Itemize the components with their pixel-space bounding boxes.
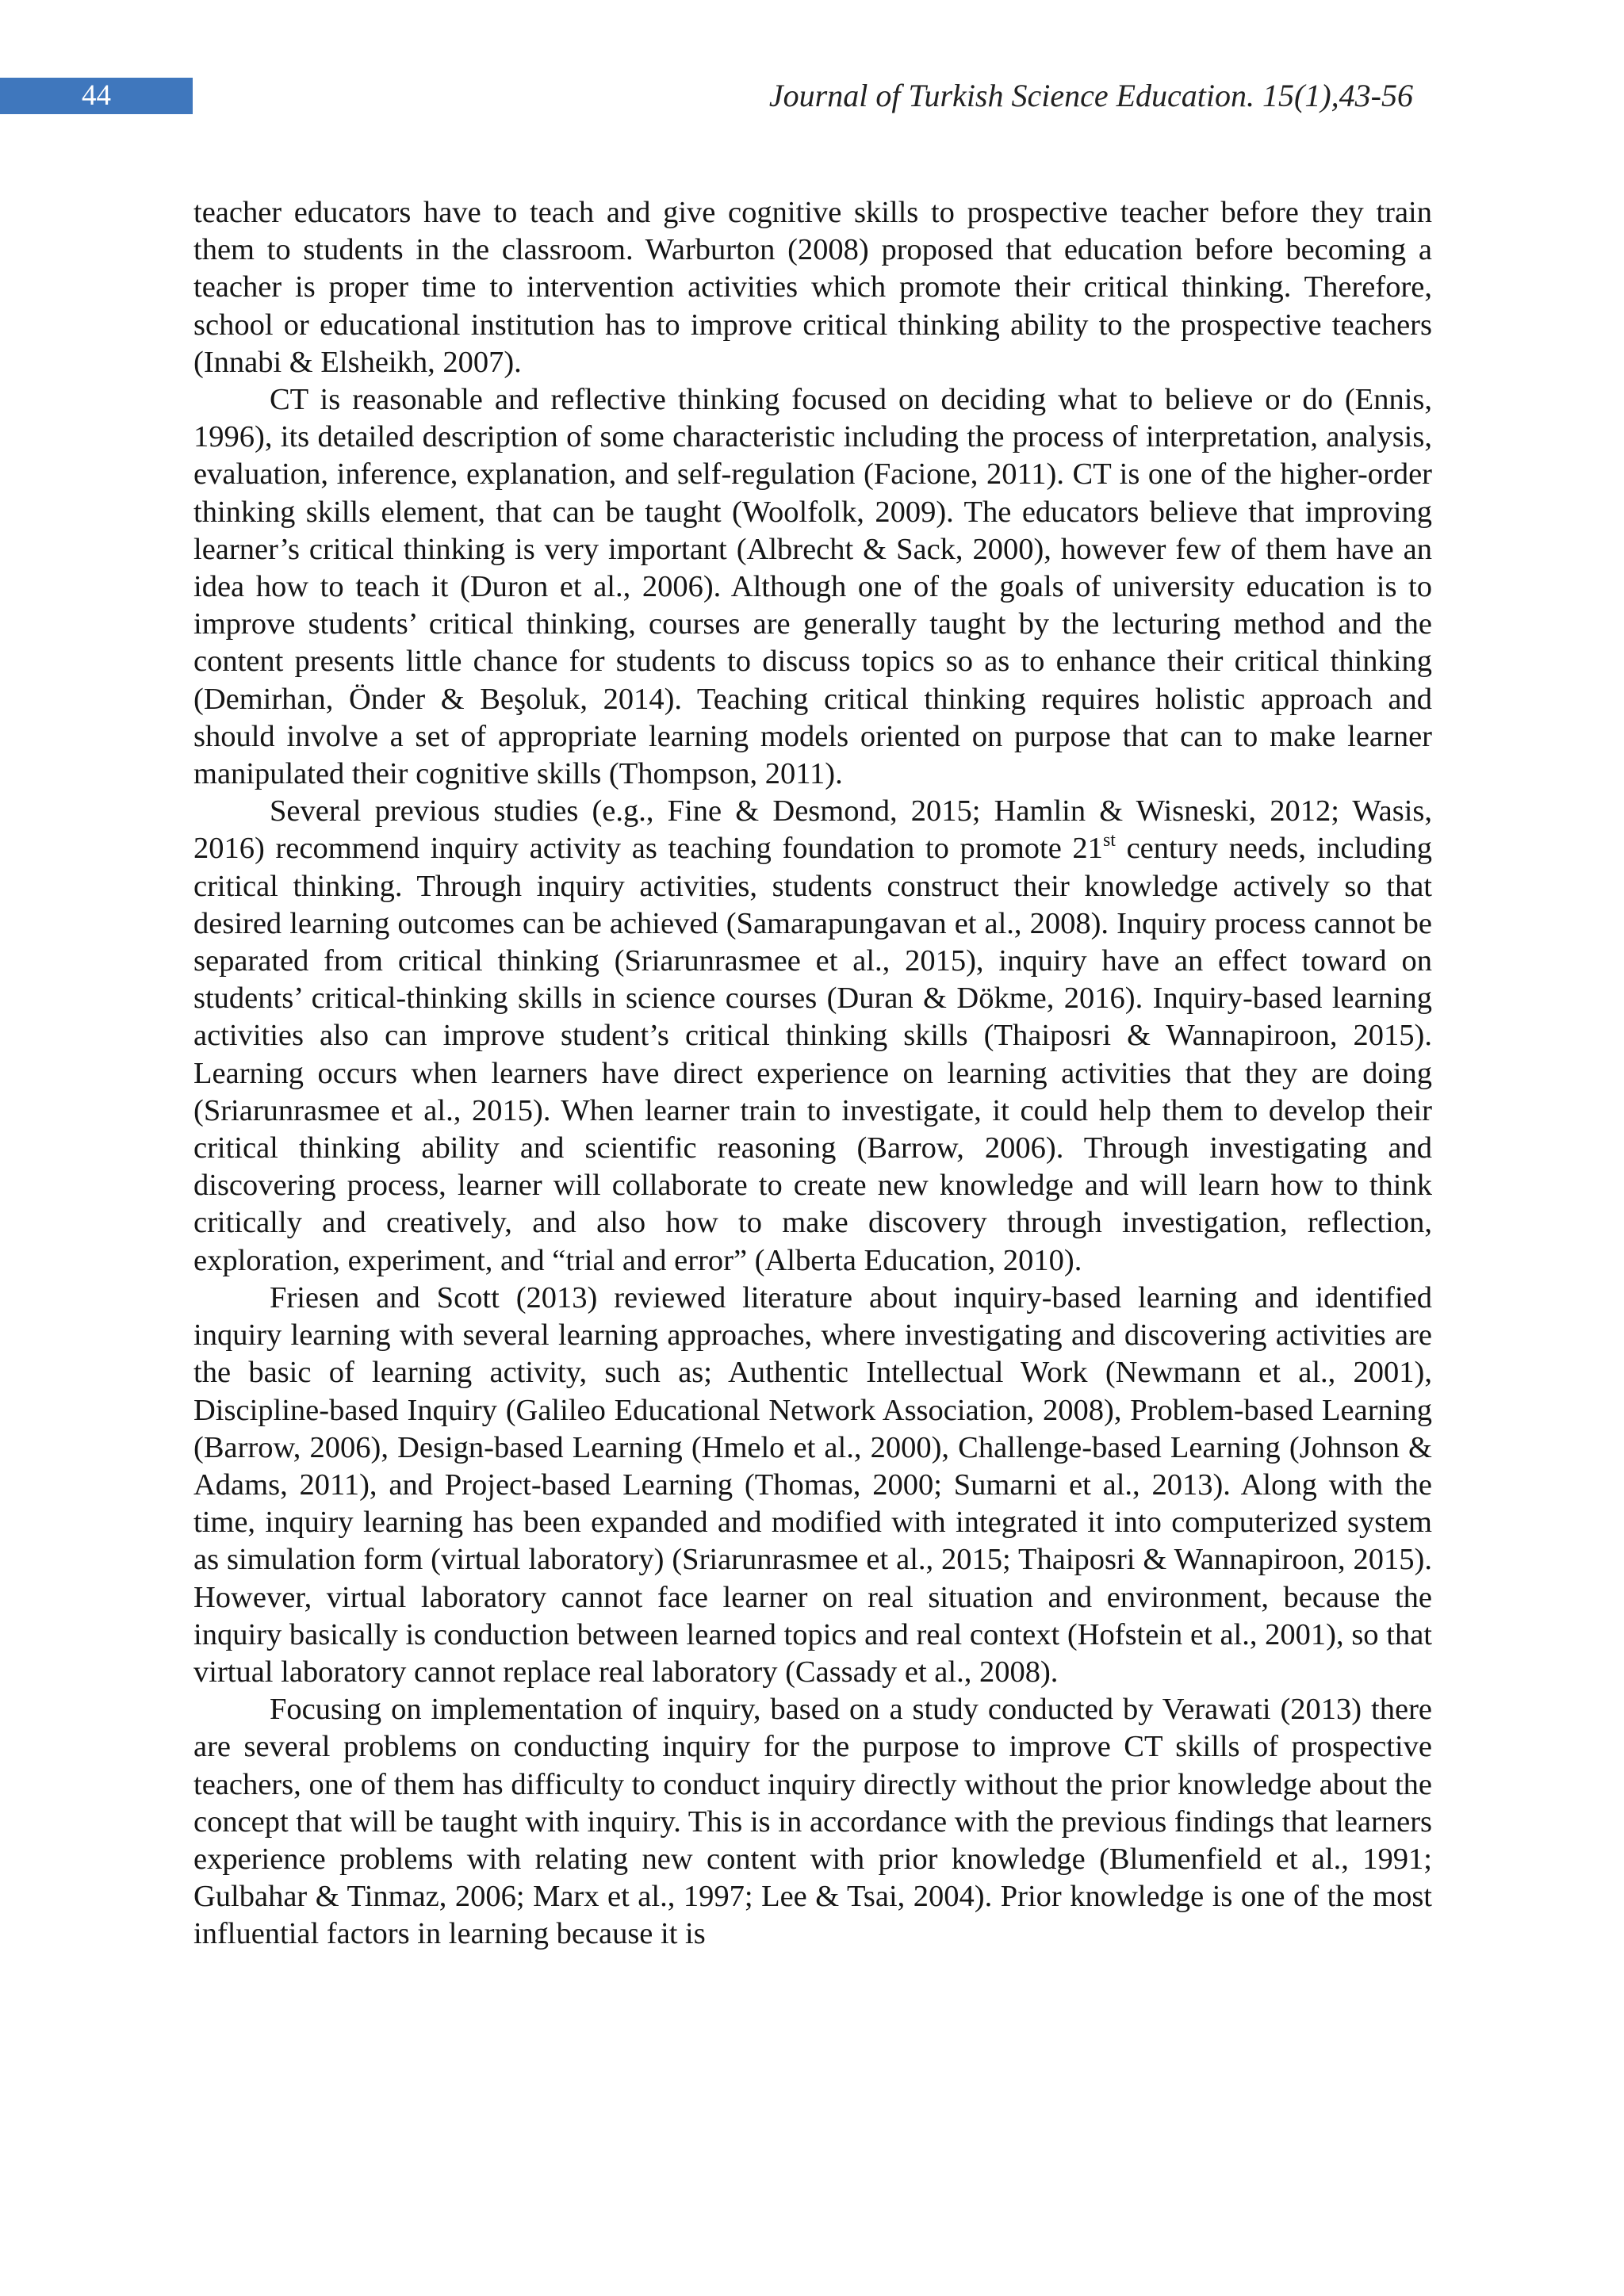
paragraph-1: teacher educators have to teach and give cognitive skills to prospective teacher before they train them to students in the classroom. Warburton (2008) proposed that education before becoming a teacher is proper time to intervention activities which promote their critical thinking. Therefore, school or educational institution has to improve critical thinking ability to the prospective teachers (Innabi & Elsheikh, 2007). [193, 196, 1432, 379]
article-body [193, 194, 1432, 1954]
paragraph-2: CT is reasonable and reflective thinking focused on deciding what to believe or do (Ennis, 1996), its detailed description of some characteristic including the process of interpretation, analysis, evaluation, inference, explanation, and self-regulation (Facione, 2011). CT is one of the higher-order thinking skills element, that can be taught (Woolfolk, 2009). The educators believe that improving learner’s critical thinking is very important (Albrecht & Sack, 2000), however few of them have an idea how to teach it (Duron et al., 2006). Although one of the goals of university education is to improve students’ critical thinking, courses are generally taught by the lecturing method and the content presents little chance for students to discuss topics so as to enhance their critical thinking (Demirhan, Önder & Beşoluk, 2014). Teaching critical thinking requires holistic approach and should involve a set of appropriate learning models oriented on purpose that can to make learner manipulated their cognitive skills (Thompson, 2011). [193, 383, 1432, 791]
paragraph-3-part-1: Several previous studies (e.g., Fine & Desmond, 2015; Hamlin & Wisneski, 2012; Wasis, 2016) recommend inquiry activity as teaching foundation to promote 21 [193, 794, 1432, 866]
paragraph-5: Focusing on implementation of inquiry, based on a study conducted by Verawati (2013) there are several problems on conducting inquiry for the purpose to improve CT skills of prospective teachers, one of them has difficulty to conduct inquiry directly without the prior knowledge about the concept that will be taught with inquiry. This is in accordance with the previous findings that learners experience problems with relating new content with prior knowledge (Blumenfield et al., 1991; Gulbahar & Tinmaz, 2006; Marx et al., 1997; Lee & Tsai, 2004). Prior knowledge is one of the most influential factors in learning because it is [193, 1693, 1432, 1951]
paragraph-3 [193, 793, 1432, 1280]
paragraph-4: Friesen and Scott (2013) reviewed literature about inquiry-based learning and identified inquiry learning with several learning approaches, where investigating and discovering activities are the basic of learning activity, such as; Authentic Intellectual Work (Newmann et al., 2001), Discipline-based Inquiry (Galileo Educational Network Association, 2008), Problem-based Learning (Barrow, 2006), Design-based Learning (Hmelo et al., 2000), Challenge-based Learning (Johnson & Adams, 2011), and Project-based Learning (Thomas, 2000; Sumarni et al., 2013). Along with the time, inquiry learning has been expanded and modified with integrated it into computerized system as simulation form (virtual laboratory) (Sriarunrasmee et al., 2015; Thaiposri & Wannapiroon, 2015). However, virtual laboratory cannot face learner on real situation and environment, because the inquiry basically is conduction between learned topics and real context (Hofstein et al., 2001), so that virtual laboratory cannot replace real laboratory (Cassady et al., 2008). [193, 1280, 1432, 1689]
ordinal-superscript: st [1102, 830, 1116, 851]
page-number: 44 [0, 78, 193, 114]
journal-running-header: Journal of Turkish Science Education. 15(1),43-56 [768, 78, 1413, 113]
paragraph-3-part-2: century needs, including critical thinking. Through inquiry activities, students construct their knowledge actively so that desired learning outcomes can be achieved (Samarapungavan et al., 2008). Inquiry process cannot be separated from critical thinking (Sriarunrasmee et al., 2015), inquiry have an effect toward on students’ critical-thinking skills in science courses (Duran & Dökme, 2016). Inquiry-based learning activities also can improve student’s critical thinking skills (Thaiposri & Wannapiroon, 2015). Learning occurs when learners have direct experience on learning activities that they are doing (Sriarunrasmee et al., 2015). When learner train to investigate, it could help them to develop their critical thinking ability and scientific reasoning (Barrow, 2006). Through investigating and discovering process, learner will collaborate to create new knowledge and will learn how to think critically and creatively, and also how to make discovery through investigation, reflection, exploration, experiment, and “trial and error” (Alberta Education, 2010). [193, 832, 1432, 1277]
